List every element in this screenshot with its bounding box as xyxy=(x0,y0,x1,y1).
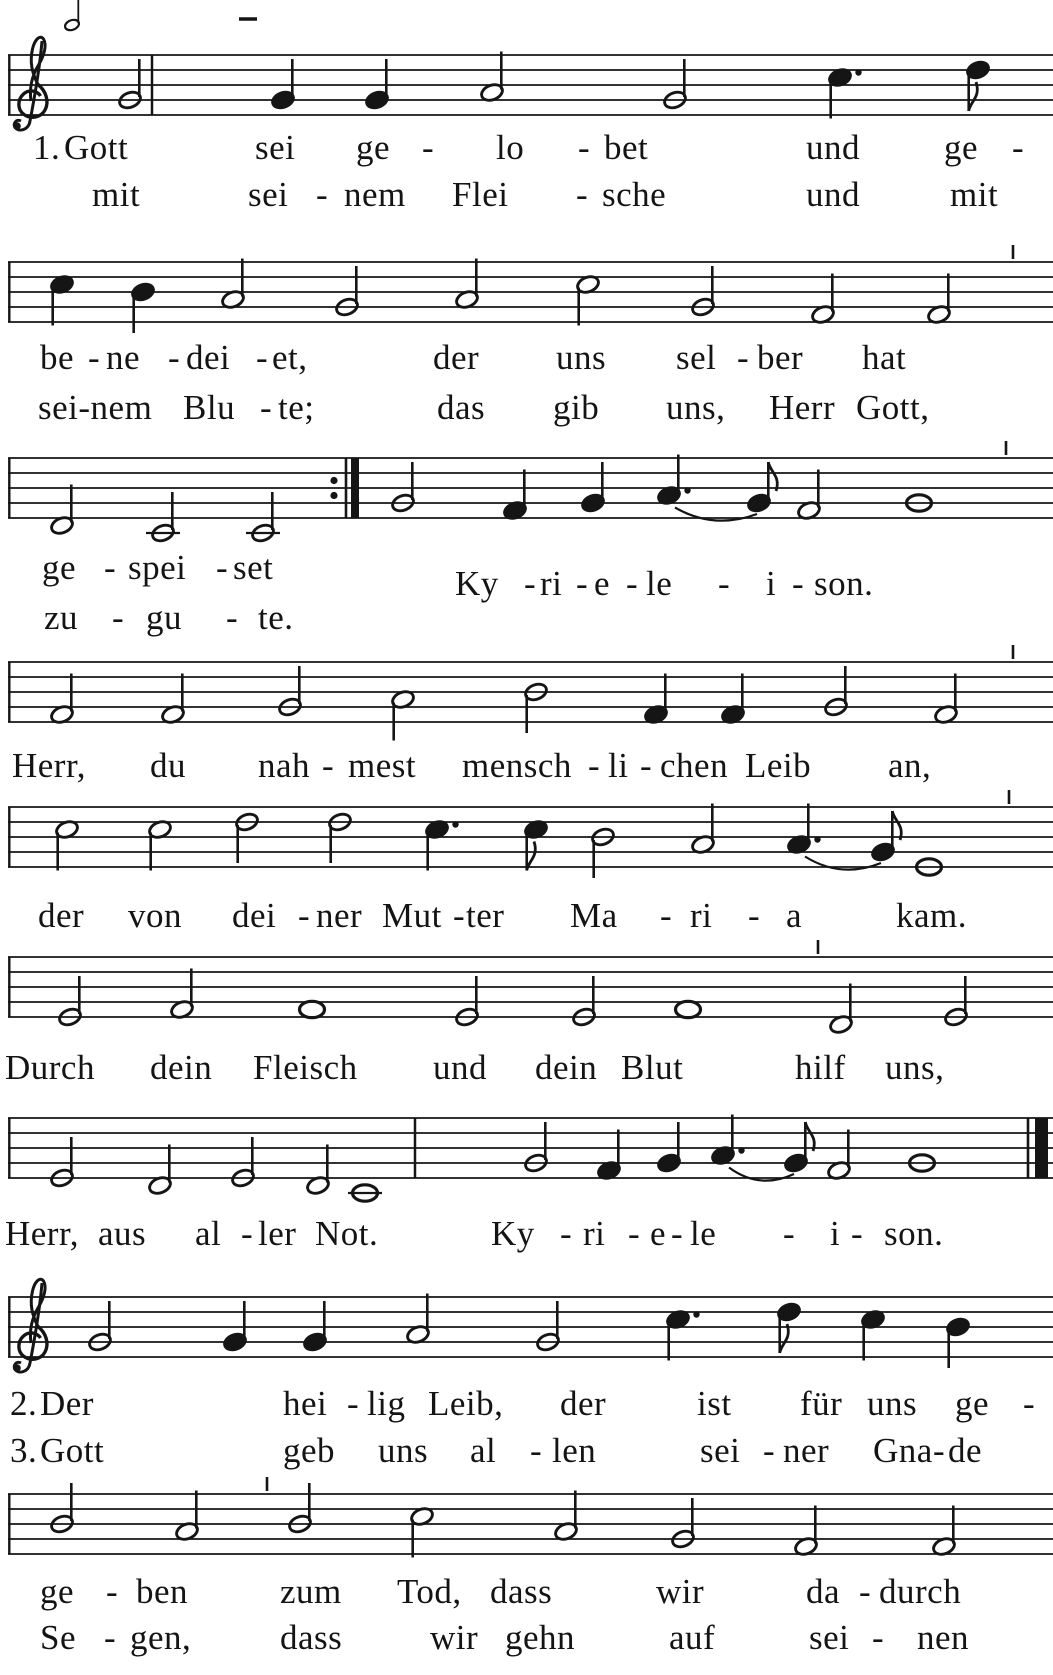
lyric-syllable: mest xyxy=(348,746,417,785)
lyric-syllable: lo xyxy=(496,128,525,167)
lyric-syllable: nah xyxy=(258,746,311,785)
clef-blob xyxy=(13,1364,21,1372)
lyric-syllable: dein xyxy=(150,1048,213,1087)
staff-system-1 xyxy=(0,0,1053,180)
lyric-syllable: le xyxy=(690,1214,717,1253)
lyric-hyphen: - xyxy=(576,564,589,603)
lyric-syllable: nem xyxy=(344,175,406,214)
lyric-syllable: li xyxy=(608,746,629,785)
lyric-syllable: hat xyxy=(862,338,907,377)
lyric-hyphen: - xyxy=(783,1214,796,1253)
lyric-hyphen: - xyxy=(524,564,537,603)
lyric-syllable: und xyxy=(433,1048,487,1087)
lyric-syllable: und xyxy=(806,128,860,167)
lyric-syllable: für xyxy=(800,1384,843,1423)
lyric-syllable: du xyxy=(150,746,186,785)
lyric-hyphen: - xyxy=(322,746,335,785)
note-h xyxy=(49,485,74,537)
lyric-syllable: zu xyxy=(44,598,79,637)
note-q xyxy=(860,1309,885,1361)
lyric-hyphen: - xyxy=(104,548,117,587)
lyric-syllable: dei xyxy=(232,896,277,935)
lyric-syllable: ge xyxy=(356,128,391,167)
note-h xyxy=(575,274,600,326)
note-h xyxy=(174,1491,199,1543)
lyric-syllable: uns xyxy=(556,338,607,377)
lyric-syllable: der xyxy=(433,338,480,377)
lyric-syllable: ge xyxy=(40,1572,75,1611)
lyric-syllable: geb xyxy=(283,1431,336,1470)
lyric-syllable: sei xyxy=(248,175,289,214)
lyric-syllable: uns xyxy=(378,1431,429,1470)
lyric-hyphen: - xyxy=(422,128,435,167)
lyric-syllable: e xyxy=(650,1214,667,1253)
lyric-syllable: Leib xyxy=(745,746,812,785)
lyric-hyphen: - xyxy=(106,1572,119,1611)
lyric-hyphen: - xyxy=(640,746,653,785)
note-h xyxy=(147,1145,172,1197)
lyric-syllable: Herr, xyxy=(12,746,86,785)
lyric-hyphen: - xyxy=(1012,128,1025,167)
lyric-syllable: bet xyxy=(604,128,649,167)
note-h xyxy=(828,984,853,1036)
lyric-hyphen: - xyxy=(1023,1384,1036,1423)
note-h xyxy=(690,804,715,856)
lyric-syllable: gehn xyxy=(505,1618,576,1657)
lyric-syllable: Blu xyxy=(183,388,236,427)
lyric-syllable: das xyxy=(437,388,486,427)
lyric-syllable: et, xyxy=(272,338,308,377)
lyric-hyphen: - xyxy=(347,1384,360,1423)
lyric-hyphen: - xyxy=(748,896,761,935)
lyric-syllable: Leib, xyxy=(428,1384,504,1423)
lyric-hyphen: - xyxy=(588,746,601,785)
note-h xyxy=(479,52,504,104)
lyric-syllable: gib xyxy=(553,388,600,427)
lyric-syllable: wir xyxy=(430,1618,479,1657)
eighth-flag xyxy=(768,462,777,491)
thick-bar xyxy=(1035,1118,1048,1178)
note-h xyxy=(409,1506,434,1558)
lyric-syllable: sche xyxy=(602,175,667,214)
lyric-syllable: der xyxy=(38,896,85,935)
note-h xyxy=(826,1130,851,1182)
note-h xyxy=(169,969,194,1021)
lyric-syllable: ist xyxy=(697,1384,732,1423)
lyric-syllable: Not. xyxy=(315,1214,379,1253)
lyric-syllable: dass xyxy=(280,1618,343,1657)
lyric-hyphen: - xyxy=(671,1214,684,1253)
lyric-syllable: hei xyxy=(283,1384,328,1423)
note-h xyxy=(793,1506,818,1558)
lyric-syllable: ge xyxy=(944,128,979,167)
lyric-hyphen: - xyxy=(316,175,329,214)
lyric-syllable: Blut xyxy=(621,1048,684,1087)
note-h xyxy=(220,259,245,311)
lyric-syllable: an, xyxy=(888,746,932,785)
note-q xyxy=(49,274,74,326)
lyric-syllable: e xyxy=(594,564,611,603)
lyric-hyphen: - xyxy=(112,598,125,637)
lyric-hyphen: - xyxy=(298,896,311,935)
lyric-hyphen: - xyxy=(576,175,589,214)
lyric-syllable: gen, xyxy=(130,1618,192,1657)
lyric-hyphen: - xyxy=(578,128,591,167)
lyric-syllable: ben xyxy=(136,1572,189,1611)
note-h xyxy=(49,674,74,726)
note-h xyxy=(454,259,479,311)
lyric-syllable: son. xyxy=(884,1214,944,1253)
lyric-syllable: mit xyxy=(92,175,141,214)
lyric-syllable: ner xyxy=(783,1431,830,1470)
note-h xyxy=(160,674,185,726)
lyric-syllable: von xyxy=(128,896,182,935)
note-qd xyxy=(710,1115,744,1167)
note-h xyxy=(796,470,821,522)
lyric-hyphen: - xyxy=(260,388,273,427)
lyric-syllable: Gott xyxy=(64,128,129,167)
note-h xyxy=(390,689,415,741)
lyric-syllable: chen xyxy=(660,746,729,785)
lyric-syllable: ter xyxy=(466,896,505,935)
lyric-syllable: Tod, xyxy=(397,1572,462,1611)
note-q xyxy=(502,470,527,522)
lyric-syllable: der xyxy=(560,1384,607,1423)
note-w xyxy=(348,1185,382,1201)
note-h xyxy=(54,819,79,871)
lyric-syllable: sei-nem xyxy=(38,388,153,427)
augmentation-dot xyxy=(684,487,690,493)
lyric-hyphen: - xyxy=(88,338,101,377)
note-h xyxy=(931,1506,956,1558)
lyric-syllable: Ma xyxy=(570,896,618,935)
note-h xyxy=(405,1294,430,1346)
lyric-syllable: durch xyxy=(879,1572,962,1611)
lyric-hyphen: - xyxy=(792,564,805,603)
lyric-syllable: gu xyxy=(146,598,182,637)
lyric-hyphen: - xyxy=(628,1214,641,1253)
treble-clef-icon xyxy=(13,37,47,130)
augmentation-dot xyxy=(738,1147,744,1153)
lyric-syllable: Gott, xyxy=(856,388,930,427)
lyric-syllable: al xyxy=(470,1431,497,1470)
lyric-syllable: a xyxy=(786,896,803,935)
lyric-syllable: nen xyxy=(917,1618,970,1657)
note-head xyxy=(300,1001,325,1017)
lyric-syllable: aus xyxy=(98,1214,147,1253)
lyric-hyphen: - xyxy=(859,1572,872,1611)
lyric-hyphen: - xyxy=(560,1214,573,1253)
note-h xyxy=(147,819,172,871)
lyric-hyphen: - xyxy=(226,598,239,637)
thick-bar xyxy=(351,458,359,518)
lyric-syllable: auf xyxy=(669,1618,716,1657)
eighth-flag xyxy=(805,1122,814,1151)
lyric-hyphen: - xyxy=(718,564,731,603)
lyric-syllable: set xyxy=(233,548,274,587)
lyric-syllable: ge xyxy=(42,548,77,587)
augmentation-dot xyxy=(693,1311,699,1317)
lyric-syllable: Der xyxy=(40,1384,94,1423)
lyric-hyphen: - xyxy=(872,1618,885,1657)
lyric-hyphen: - xyxy=(626,564,639,603)
note-qd xyxy=(665,1309,699,1361)
note-q xyxy=(596,1130,621,1182)
note-qd xyxy=(656,455,690,507)
note-w xyxy=(300,1001,325,1017)
lyric-syllable: dein xyxy=(535,1048,598,1087)
note-q xyxy=(720,674,745,726)
lyric-syllable: ri xyxy=(540,564,563,603)
lyric-hyphen: - xyxy=(241,1214,254,1253)
lyric-syllable: i xyxy=(830,1214,841,1253)
note-h xyxy=(553,1491,578,1543)
lyric-syllable: zum xyxy=(280,1572,342,1611)
lyric-hyphen: - xyxy=(737,338,750,377)
lyric-syllable: sel xyxy=(676,338,717,377)
lyric-syllable: uns xyxy=(867,1384,918,1423)
note-qd xyxy=(786,804,820,856)
lyric-syllable: ne xyxy=(106,338,141,377)
lyric-syllable: sei xyxy=(700,1431,741,1470)
lyric-syllable: uns, xyxy=(885,1048,945,1087)
lyric-hyphen: - xyxy=(530,1431,543,1470)
note-qd xyxy=(424,819,458,871)
lyric-syllable: i xyxy=(766,564,777,603)
lyric-hyphen: - xyxy=(216,548,229,587)
repeat-dot xyxy=(330,477,337,484)
lyric-syllable: dei xyxy=(186,338,231,377)
lyric-syllable: te; xyxy=(278,388,315,427)
lyric-syllable: ber xyxy=(757,338,804,377)
eighth-flag xyxy=(892,811,901,840)
lyric-syllable: da xyxy=(806,1572,841,1611)
lyric-syllable: Gott xyxy=(40,1431,105,1470)
verse-number: 1. xyxy=(33,128,61,167)
lyric-syllable: Herr xyxy=(769,388,836,427)
lyric-syllable: wir xyxy=(656,1572,705,1611)
lyric-syllable: kam. xyxy=(896,896,968,935)
lyric-syllable: de xyxy=(948,1431,983,1470)
note-h xyxy=(810,274,835,326)
lyric-syllable: spei xyxy=(128,548,187,587)
lyric-hyphen: - xyxy=(104,1618,117,1657)
lyric-hyphen: - xyxy=(168,338,181,377)
lyric-syllable: Ky xyxy=(491,1214,535,1253)
note-e xyxy=(523,819,548,871)
augmentation-dot xyxy=(814,836,820,842)
lyric-hyphen: - xyxy=(453,896,466,935)
lyric-syllable: son. xyxy=(814,564,874,603)
note-qd xyxy=(827,67,861,119)
note-h xyxy=(305,1145,330,1197)
lyric-syllable: Se xyxy=(40,1618,76,1657)
lyric-syllable: te. xyxy=(258,598,294,637)
lyric-syllable: al xyxy=(195,1214,222,1253)
lyric-syllable: sei xyxy=(809,1618,850,1657)
lyric-syllable: Ky xyxy=(455,564,499,603)
lyric-syllable: Fleisch xyxy=(253,1048,358,1087)
lyric-syllable: le xyxy=(646,564,673,603)
lyric-hyphen: - xyxy=(660,896,673,935)
lyric-syllable: hilf xyxy=(795,1048,846,1087)
repeat-dot xyxy=(330,492,337,499)
lyric-syllable: be xyxy=(40,338,75,377)
augmentation-dot xyxy=(855,69,861,75)
verse-number: 3. xyxy=(10,1431,38,1470)
lyric-syllable: Gna xyxy=(873,1431,933,1470)
lyric-syllable: mensch xyxy=(462,746,572,785)
lyric-syllable: len xyxy=(552,1431,597,1470)
lyric-hyphen: - xyxy=(851,1214,864,1253)
lyric-syllable: Durch xyxy=(5,1048,95,1087)
lyric-syllable: Herr, xyxy=(5,1214,79,1253)
lyric-syllable: Mut xyxy=(382,896,442,935)
clef-blob xyxy=(13,122,21,130)
note-w xyxy=(676,1001,701,1017)
augmentation-dot xyxy=(452,821,458,827)
lyric-hyphen: - xyxy=(256,338,269,377)
note-h xyxy=(933,674,958,726)
note-head xyxy=(676,1001,701,1017)
note-q xyxy=(643,674,668,726)
lyric-syllable: ge xyxy=(955,1384,990,1423)
note-h xyxy=(926,274,951,326)
lyric-hyphen: - xyxy=(763,1431,776,1470)
lyric-syllable: mit xyxy=(950,175,999,214)
lyric-syllable: und xyxy=(806,175,860,214)
lyric-syllable: ri xyxy=(690,896,713,935)
lyric-hyphen: - xyxy=(933,1431,946,1470)
lyric-syllable: sei xyxy=(255,128,296,167)
lyric-syllable: Flei xyxy=(452,175,509,214)
lyric-syllable: ri xyxy=(583,1214,606,1253)
note-cue xyxy=(64,0,81,32)
treble-clef-icon xyxy=(13,1279,47,1372)
lyric-syllable: lig xyxy=(367,1384,406,1423)
lyric-syllable: dass xyxy=(490,1572,553,1611)
lyric-syllable: uns, xyxy=(666,388,726,427)
lyric-syllable: ler xyxy=(258,1214,297,1253)
verse-number: 2. xyxy=(10,1384,38,1423)
lyric-syllable: ner xyxy=(316,896,363,935)
